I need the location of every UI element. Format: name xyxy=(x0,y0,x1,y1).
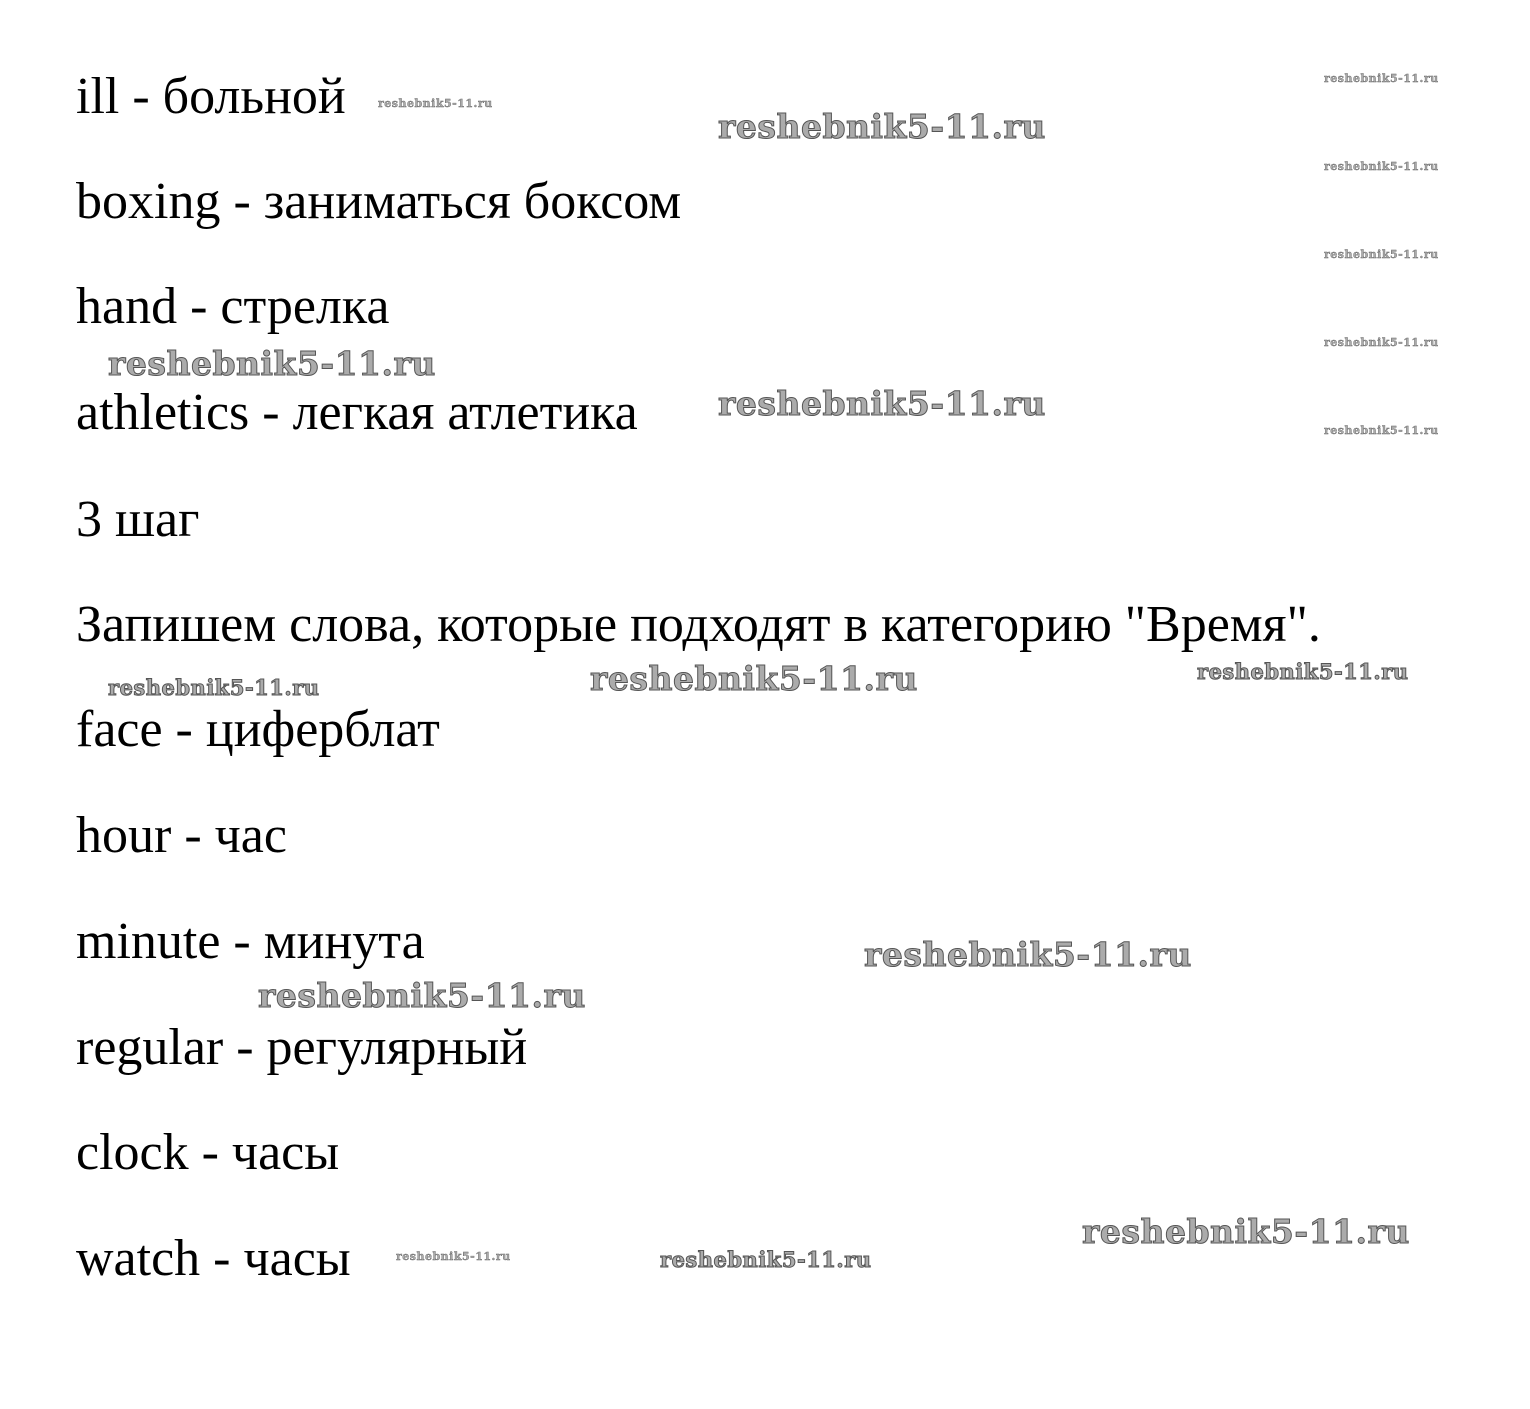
watermark: reshebnik5-11.ru xyxy=(660,1247,872,1272)
watermark: reshebnik5-11.ru xyxy=(1082,1212,1410,1251)
watermark: reshebnik5-11.ru xyxy=(1324,160,1439,173)
watermark: reshebnik5-11.ru xyxy=(258,976,586,1015)
vocab-line-watch: watch - часы xyxy=(76,1230,351,1287)
vocab-line-ill: ill - больной xyxy=(76,68,346,125)
vocab-line-athletics: athletics - легкая атлетика xyxy=(76,384,638,441)
watermark: reshebnik5-11.ru xyxy=(1324,424,1439,437)
watermark: reshebnik5-11.ru xyxy=(1324,248,1439,261)
vocab-line-clock: clock - часы xyxy=(76,1124,340,1181)
vocab-line-minute: minute - минута xyxy=(76,913,425,970)
watermark: reshebnik5-11.ru xyxy=(1197,659,1409,684)
watermark: reshebnik5-11.ru xyxy=(718,107,1046,146)
watermark: reshebnik5-11.ru xyxy=(718,384,1046,423)
vocab-line-hour: hour - час xyxy=(76,807,287,864)
vocab-line-face: face - циферблат xyxy=(76,701,440,758)
watermark: reshebnik5-11.ru xyxy=(396,1250,511,1263)
watermark: reshebnik5-11.ru xyxy=(108,344,436,383)
watermark: reshebnik5-11.ru xyxy=(1324,336,1439,349)
instruction-text: Запишем слова, которые подходят в категорию "Время". xyxy=(76,596,1321,653)
watermark: reshebnik5-11.ru xyxy=(378,97,493,110)
watermark: reshebnik5-11.ru xyxy=(864,935,1192,974)
vocab-line-hand: hand - стрелка xyxy=(76,278,390,335)
step-heading: 3 шаг xyxy=(76,491,200,548)
watermark: reshebnik5-11.ru xyxy=(1324,72,1439,85)
vocab-line-regular: regular - регулярный xyxy=(76,1019,528,1076)
watermark: reshebnik5-11.ru xyxy=(108,675,320,700)
vocab-line-boxing: boxing - заниматься боксом xyxy=(76,173,682,230)
watermark: reshebnik5-11.ru xyxy=(590,659,918,698)
